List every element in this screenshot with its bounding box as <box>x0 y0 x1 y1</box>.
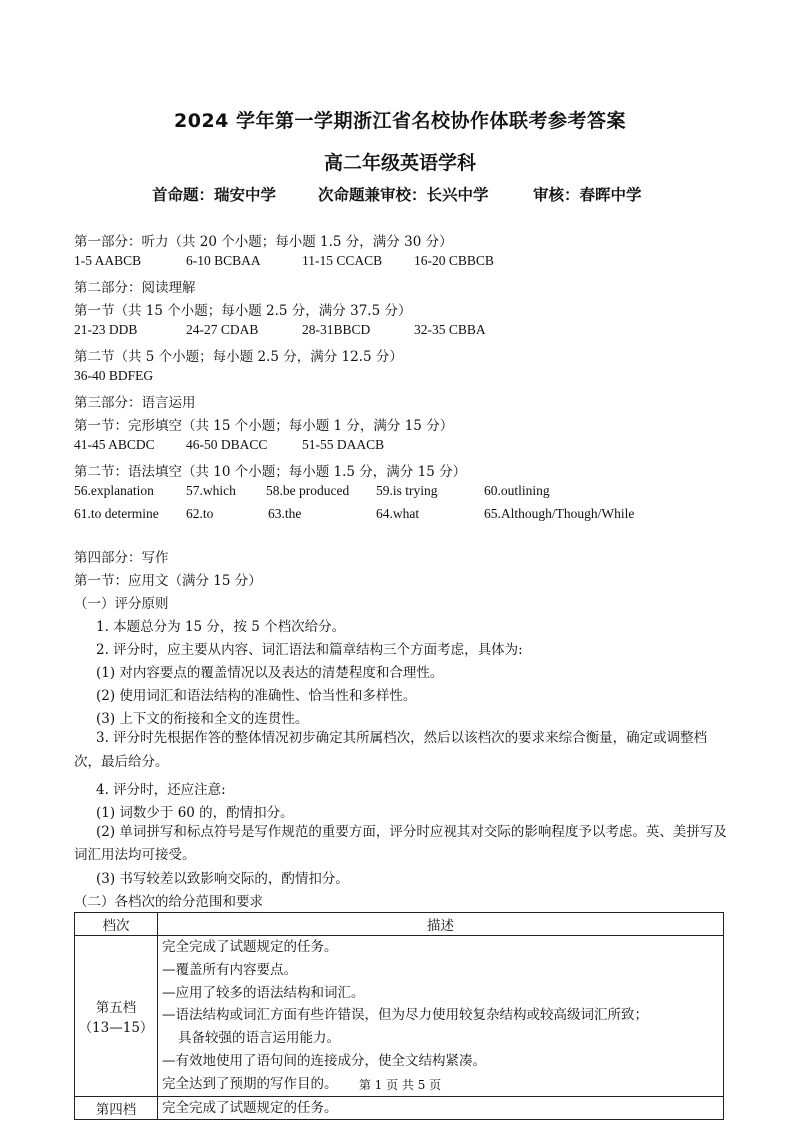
answer-group: 24-27 CDAB <box>186 322 259 337</box>
principle-2-3: (3) 上下文的衔接和全文的连贯性。 <box>96 711 309 727</box>
description-line: 完全达到了预期的写作目的。 <box>162 1075 338 1092</box>
grammar-answer: 60.outlining <box>484 483 550 498</box>
answer-group: 16-20 CBBCB <box>414 253 494 268</box>
committee-first: 首命题：瑞安中学 <box>152 186 277 204</box>
column-header-level: 档次 <box>75 913 158 936</box>
answer-group: 28-31BBCD <box>302 322 371 337</box>
grammar-answer: 56.explanation <box>74 483 154 498</box>
grammar-answer: 58.be produced <box>266 483 350 498</box>
committee-reviewer: 审核：春晖中学 <box>533 186 642 204</box>
answer-group: 11-15 CCACB <box>302 253 383 268</box>
table-row <box>75 936 724 1097</box>
part4-sec1-heading: 第一节：应用文（满分 15 分） <box>74 573 262 589</box>
part3-heading: 第三部分：语言运用 <box>74 395 196 411</box>
answer-group: 21-23 DDB <box>74 322 138 337</box>
level-name: 第五档 <box>95 999 137 1016</box>
grammar-answer: 64.what <box>376 506 420 521</box>
part3-sec1-heading: 第一节：完形填空（共 15 个小题；每小题 1 分，满分 15 分） <box>74 418 454 434</box>
principle-4-1: (1) 词数少于 60 的，酌情扣分。 <box>96 805 294 821</box>
level-cell <box>75 936 158 1097</box>
grammar-answer: 62.to <box>186 506 214 521</box>
answer-group: 36-40 BDFEG <box>74 368 154 383</box>
grammar-answer: 61.to determine <box>74 506 159 521</box>
grammar-answer: 63.the <box>268 506 302 521</box>
description-line: —应用了较多的语法结构和词汇。 <box>162 984 365 1001</box>
part3-sec2-heading: 第二节：语法填空（共 10 个小题；每小题 1.5 分，满分 15 分） <box>74 464 467 480</box>
part2-sec1-heading: 第一节（共 15 个小题；每小题 2.5 分，满分 37.5 分） <box>74 303 412 319</box>
grammar-answer: 57.which <box>186 483 236 498</box>
grammar-answer: 65.Although/Though/While <box>484 506 635 521</box>
principle-4-3: (3) 书写较差以致影响交际的，酌情扣分。 <box>96 871 349 887</box>
answer-group: 32-35 CBBA <box>414 322 486 337</box>
description-line: —覆盖所有内容要点。 <box>162 961 297 978</box>
principle-4: 4. 评分时，还应注意: <box>96 782 226 798</box>
grammar-answer: 59.is trying <box>376 483 438 498</box>
part2-sec2-heading: 第二节（共 5 个小题；每小题 2.5 分，满分 12.5 分） <box>74 349 403 365</box>
part2-heading: 第二部分：阅读理解 <box>74 280 196 296</box>
page-subtitle: 高二年级英语学科 <box>323 152 476 174</box>
page-title: 2024 学年第一学期浙江省名校协作体联考参考答案 <box>174 110 626 132</box>
principle-2: 2. 评分时，应主要从内容、词汇语法和篇章结构三个方面考虑，具体为: <box>96 642 523 658</box>
principle-1: 1. 本题总分为 15 分，按 5 个档次给分。 <box>96 619 346 635</box>
description-line: —语法结构或词汇方面有些许错误，但为尽力使用较复杂结构或较高级词汇所致； <box>162 1007 648 1024</box>
committee-second: 次命题兼审校：长兴中学 <box>318 186 489 204</box>
page-number: 第 1 页 共 5 页 <box>358 1078 442 1092</box>
level-cell <box>75 1096 158 1120</box>
principles-heading: （一）评分原则 <box>74 596 169 612</box>
answer-group: 6-10 BCBAA <box>186 253 261 268</box>
description-line: 具备较强的语言运用能力。 <box>178 1030 340 1047</box>
principle-2-1: (1) 对内容要点的覆盖情况以及表达的清楚程度和合理性。 <box>96 665 444 681</box>
description-line: 完全完成了试题规定的任务。 <box>162 939 338 955</box>
level-range: （13—15） <box>78 1019 154 1036</box>
table-heading: （二）各档次的给分范围和要求 <box>74 894 263 910</box>
table-row <box>75 1096 724 1120</box>
answer-group: 51-55 DAACB <box>302 437 385 452</box>
description-line: 完全完成了试题规定的任务。 <box>162 1099 338 1116</box>
description-cell <box>158 1096 724 1120</box>
part4-heading: 第四部分：写作 <box>74 550 169 566</box>
principle-3: 3. 评分时先根据作答的整体情况初步确定其所属档次，然后以该档次的要求来综合衡量，确定或调整档次，最后给分。 <box>74 730 708 770</box>
principle-2-2: (2) 使用词汇和语法结构的准确性、恰当性和多样性。 <box>96 688 417 704</box>
description-line: —有效地使用了语句间的连接成分，使全文结构紧凑。 <box>162 1052 486 1069</box>
answer-group: 46-50 DBACC <box>186 437 268 452</box>
level-name: 第四档 <box>95 1101 137 1118</box>
principle-4-2: (2) 单词拼写和标点符号是写作规范的重要方面，评分时应视其对交际的影响程度予以考虑。英、美拼写及词汇用法均可接受。 <box>74 824 727 863</box>
column-header-description: 描述 <box>158 913 724 936</box>
part1-heading: 第一部分：听力（共 20 个小题；每小题 1.5 分，满分 30 分） <box>74 234 453 250</box>
answer-group: 41-45 ABCDC <box>74 437 155 452</box>
answer-group: 1-5 AABCB <box>74 253 142 268</box>
description-cell <box>158 936 724 1097</box>
